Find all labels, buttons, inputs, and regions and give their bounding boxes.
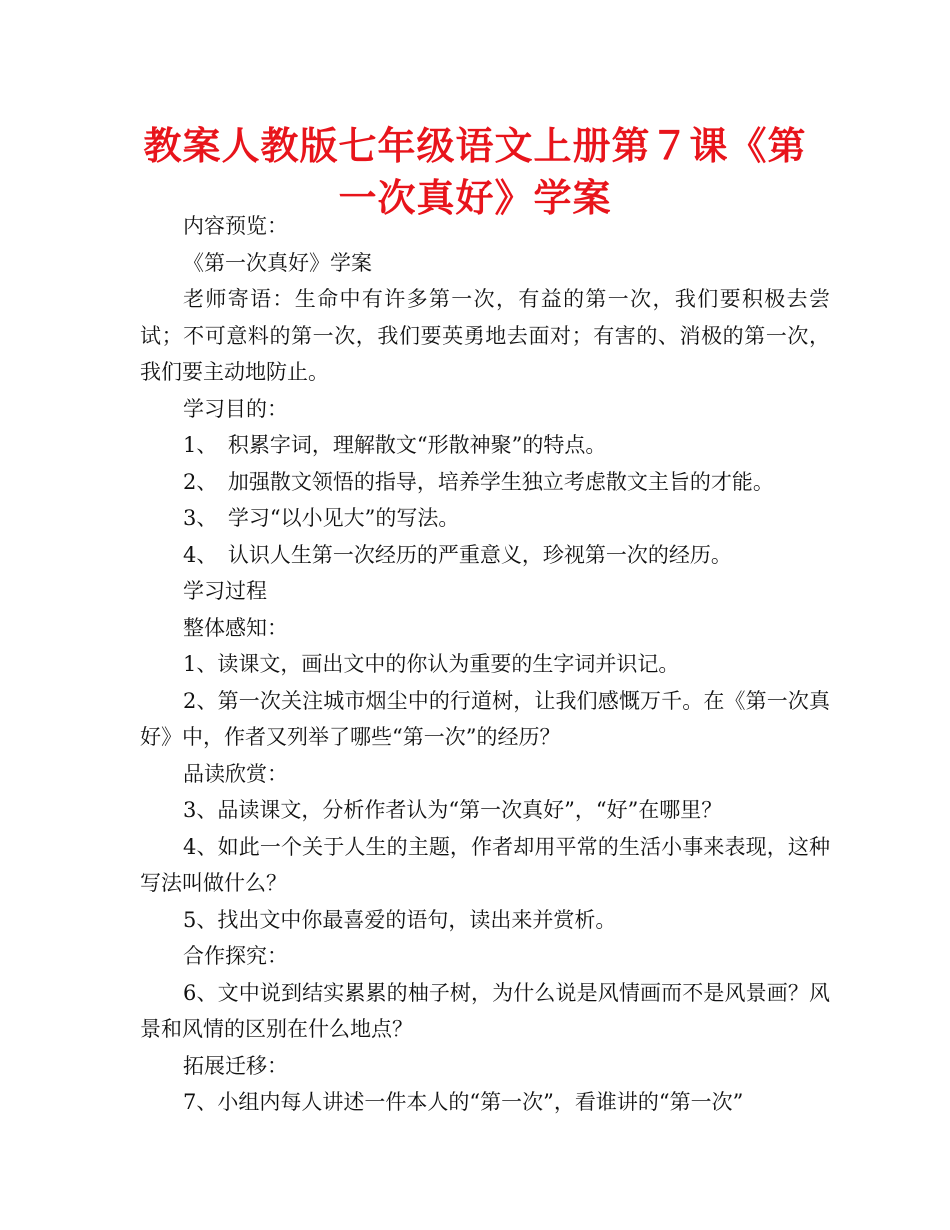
question-4: 4、如此一个关于人生的主题，作者却用平常的生活小事来表现，这种写法叫做什么？ [140, 834, 830, 895]
goal-item-4: 4、 认识人生第一次经历的严重意义，珍视第一次的经历。 [183, 542, 732, 567]
paragraph-subtitle: 《第一次真好》学案 [183, 250, 372, 275]
paragraph-appreciation-heading: 品读欣赏： [183, 761, 288, 786]
paragraph-overall-heading: 整体感知： [183, 615, 288, 640]
document-title: 教案人教版七年级语文上册第７课《第一次真好》学案 [143, 124, 807, 220]
paragraph-cooperation-heading: 合作探究： [183, 944, 288, 968]
document-body [140, 208, 830, 1121]
paragraph-goals-heading: 学习目的： [183, 396, 288, 421]
question-6: 6、文中说到结实累累的柚子树，为什么说是风情画而不是风景画？风景和风情的区别在什么地点？ [140, 980, 830, 1041]
paragraph-process-heading: 学习过程 [183, 579, 267, 603]
goal-item-2: 2、 加强散文领悟的指导，培养学生独立考虑散文主旨的才能。 [183, 469, 774, 494]
paragraph-teacher-message: 老师寄语：生命中有许多第一次，有益的第一次，我们要积极去尝试；不可意料的第一次，我们要英勇地去面对；有害的、消极的第一次，我们要主动地防止。 [140, 287, 830, 384]
question-5: 5、找出文中你最喜爱的语句，读出来并赏析。 [183, 907, 617, 932]
goal-item-3: 3、 学习“以小见大”的写法。 [183, 506, 460, 530]
question-7: 7、小组内每人讲述一件本人的“第一次”，看谁讲的“第一次” [183, 1090, 744, 1114]
paragraph-extension-heading: 拓展迁移： [183, 1053, 288, 1078]
paragraph-preview-label: 内容预览： [183, 214, 288, 238]
goal-item-1: 1、 积累字词，理解散文“形散神聚”的特点。 [183, 433, 607, 457]
question-2: 2、第一次关注城市烟尘中的行道树，让我们感慨万千。在《第一次真好》中，作者又列举了哪些“第一次”的经历？ [140, 688, 830, 749]
question-3: 3、品读课文，分析作者认为“第一次真好”，“好”在哪里？ [183, 798, 723, 822]
question-1: 1、读课文，画出文中的你认为重要的生字词并识记。 [183, 652, 680, 676]
